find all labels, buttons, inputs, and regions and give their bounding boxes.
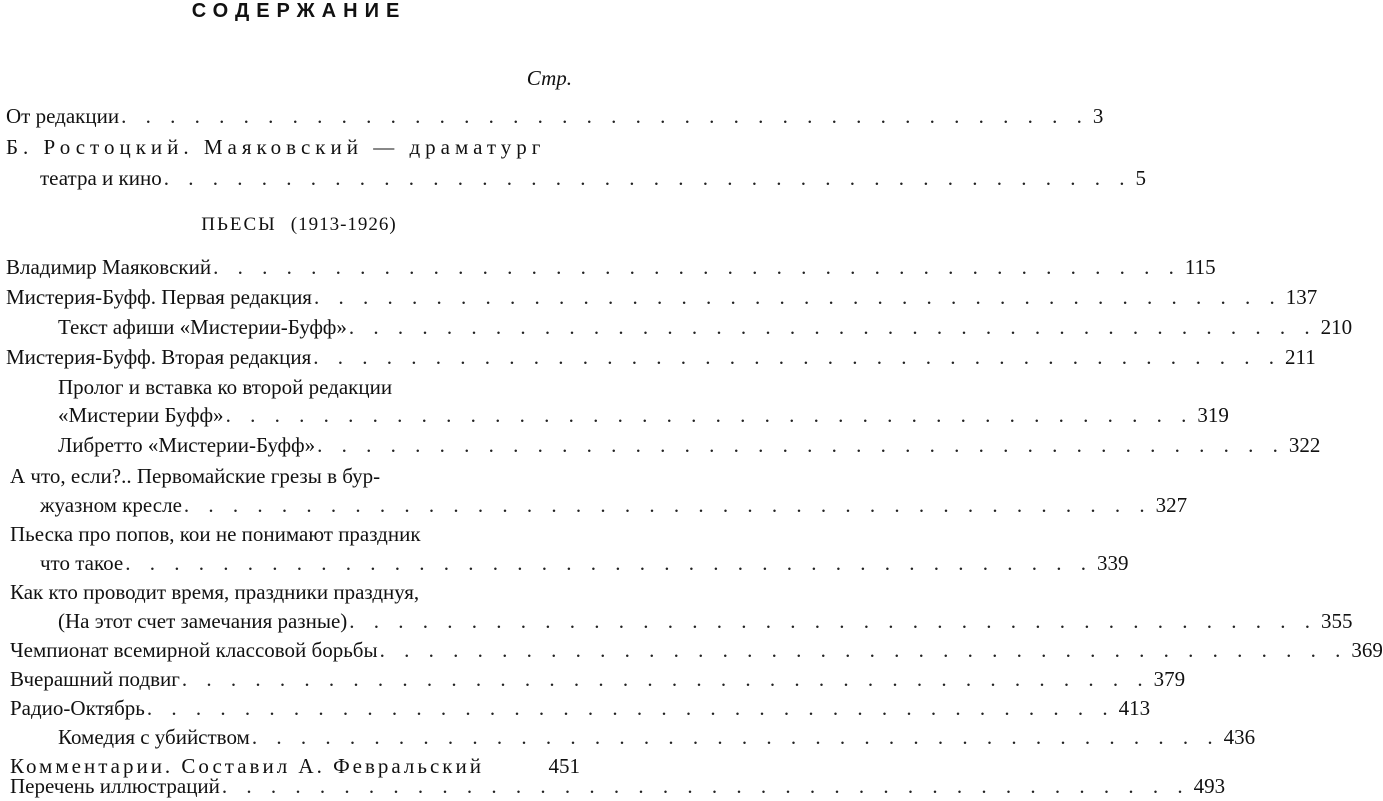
toc-entry-title: Мистерия-Буфф. Вторая редакция bbox=[6, 345, 312, 369]
dot-leader: . . . . . . . . . . . . . . . . . . . . . . . . . . . . . . . . . . . . . . . . bbox=[121, 104, 1089, 128]
dot-leader: . . . . . . . . . . . . . . . . . . . . . . . . . . . . . . . . . . . . . . . . bbox=[221, 774, 1190, 798]
toc-entry-title: «Мистерии Буфф» bbox=[58, 403, 224, 427]
toc-entry-comedy[interactable] bbox=[0, 723, 1256, 752]
toc-entry-illustrations[interactable] bbox=[0, 772, 1226, 801]
toc-entry-page: 137 bbox=[1285, 285, 1318, 309]
dot-leader: . . . . . . . . . . . . . . . . . . . . . . . . . . . . . . . . . . . . . . . . bbox=[181, 667, 1150, 691]
dot-leader: . . . . . . . . . . . . . . . . . . . . . . . . . . . . . . . . . . . . . . . . bbox=[125, 551, 1093, 575]
toc-entry-title: жуазном кресле bbox=[40, 493, 182, 517]
dot-leader: . . . . . . . . . . . . . . . . . . . . . . . . . . . . . . . . . . . . . . . . bbox=[313, 285, 1282, 309]
toc-entry-title: (На этот счет замечания разные) bbox=[58, 609, 348, 633]
toc-entry-page: 115 bbox=[1184, 255, 1216, 279]
toc-entry-title: Пьеска про попов, кои не понимают праздник bbox=[10, 522, 421, 546]
dot-leader: . . . . . . . . . . . . . . . . . . . . . . . . . . . . . . . . . . . . . . . . bbox=[349, 609, 1318, 633]
toc-entry-priests[interactable] bbox=[0, 520, 598, 549]
section-heading bbox=[0, 214, 598, 236]
toc-entry-title: А что, если?.. Первомайские грезы в бур- bbox=[10, 464, 381, 488]
toc-entry-libretto[interactable] bbox=[0, 431, 1321, 460]
page-column-label: Стр. bbox=[526, 66, 572, 90]
toc-entry-prologue[interactable] bbox=[0, 373, 598, 402]
dot-leader: . . . . . . . . . . . . . . . . . . . . . . . . . . . . . . . . . . . . . . . . bbox=[317, 433, 1285, 457]
toc-entry-mystery-1[interactable] bbox=[0, 283, 1318, 312]
toc-entry-title: что такое bbox=[40, 551, 124, 575]
toc-entry-page: 3 bbox=[1092, 104, 1104, 128]
toc-entry-page: 436 bbox=[1223, 725, 1256, 749]
dot-leader: . . . . . . . . . . . . . . . . . . . . . . . . . . . . . . . . . . . . . . . . bbox=[225, 403, 1194, 427]
dot-leader: . . . . . . . . . . . . . . . . . . . . . . . . . . . . . . . . . . . . . . . . bbox=[251, 725, 1220, 749]
toc-entry-radio-october[interactable] bbox=[0, 694, 1151, 723]
dot-leader: . . . . . . . . . . . . . . . . . . . . . . . . . . . . . . . . . . . . . . . . bbox=[213, 255, 1181, 279]
toc-entry-title: Перечень иллюстраций bbox=[10, 774, 220, 798]
toc-entry-prologue-cont[interactable] bbox=[0, 401, 1229, 430]
toc-entry-title: Чемпионат всемирной классовой борьбы bbox=[10, 638, 378, 662]
toc-entry-page: 322 bbox=[1288, 433, 1321, 457]
toc-entry-title: Как кто проводит время, праздники празднуя, bbox=[10, 580, 420, 604]
toc-entry-page: 210 bbox=[1320, 315, 1353, 339]
dot-leader: . . . . . . . . . . . . . . . . . . . . . . . . . . . . . . . . . . . . . . . . bbox=[379, 638, 1348, 662]
dot-leader: . . . . . . . . . . . . . . . . . . . . . . . . . . . . . . . . . . . . . . . . bbox=[146, 696, 1115, 720]
toc-entry-mystery-2[interactable] bbox=[0, 343, 1316, 372]
toc-entry-page: 327 bbox=[1155, 493, 1188, 517]
toc-entry-title: Б. Ростоцкий. Маяковский — драматург bbox=[6, 135, 546, 159]
toc-entry-title: Владимир Маяковский bbox=[6, 255, 212, 279]
toc-entry-page: 379 bbox=[1153, 667, 1186, 691]
toc-entry-title: Текст афиши «Мистерии-Буфф» bbox=[58, 315, 347, 339]
toc-entry-page: 355 bbox=[1321, 609, 1353, 633]
toc-entry-title: Комментарии. Составил А. Февральский bbox=[10, 754, 484, 778]
toc-entry-yesterday[interactable] bbox=[0, 665, 1186, 694]
toc-entry-vladimir[interactable] bbox=[0, 253, 1216, 282]
dot-leader: . . . . . . . . . . . . . . . . . . . . . . . . . . . . . . . . . . . . . . . . bbox=[348, 315, 1317, 339]
toc-entry-page: 319 bbox=[1197, 403, 1229, 427]
dot-leader: . . . . . . . . . . . . . . . . . . . . . . . . . . . . . . . . . . . . . . . . bbox=[313, 345, 1281, 369]
toc-entry-page: 451 bbox=[548, 754, 580, 778]
toc-entry-page: 5 bbox=[1135, 166, 1146, 190]
toc-entry-what-if[interactable] bbox=[0, 462, 598, 491]
toc-entry-championship[interactable] bbox=[0, 636, 1383, 665]
dot-leader: . . . . . . . . . . . . . . . . . . . . . . . . . . . . . . . . . . . . . . . . bbox=[163, 166, 1132, 190]
toc-entry-page: 413 bbox=[1118, 696, 1151, 720]
toc-entry-page: 339 bbox=[1096, 551, 1129, 575]
toc-entry-rostotsky[interactable] bbox=[0, 133, 598, 162]
toc-entry-title: Мистерия-Буфф. Первая редакция bbox=[6, 285, 312, 309]
toc-entry-title: театра и кино bbox=[40, 166, 162, 190]
toc-entry-title: Вчерашний подвиг bbox=[10, 667, 180, 691]
toc-entry-priests-cont[interactable] bbox=[0, 549, 1129, 578]
toc-entry-rostotsky-cont[interactable] bbox=[0, 164, 1146, 193]
toc-entry-what-if-cont[interactable] bbox=[0, 491, 1188, 520]
toc-entry-page: 369 bbox=[1351, 638, 1383, 662]
toc-entry-holidays-cont[interactable] bbox=[0, 607, 1353, 636]
toc-entry-poster-text[interactable] bbox=[0, 313, 1353, 342]
toc-entry-title: Комедия с убийством bbox=[58, 725, 250, 749]
toc-entry-holidays[interactable] bbox=[0, 578, 598, 607]
toc-entry-title: От редакции bbox=[6, 104, 120, 128]
toc-entry-page: 493 bbox=[1193, 774, 1226, 798]
page-title: СОДЕРЖАНИЕ bbox=[191, 0, 407, 22]
toc-entry-title: Пролог и вставка ко второй редакции bbox=[58, 375, 393, 399]
toc-entry-title: Либретто «Мистерии-Буфф» bbox=[58, 433, 316, 457]
toc-entry-title: Радио-Октябрь bbox=[10, 696, 145, 720]
toc-entry-editorial[interactable] bbox=[0, 102, 1104, 131]
dot-leader: . . . . . . . . . . . . . . . . . . . . . . . . . . . . . . . . . . . . . . . . bbox=[183, 493, 1152, 517]
section-heading-years: (1913-1926) bbox=[290, 214, 397, 235]
section-heading-label: ПЬЕСЫ bbox=[201, 214, 277, 235]
toc-entry-page: 211 bbox=[1285, 345, 1316, 369]
